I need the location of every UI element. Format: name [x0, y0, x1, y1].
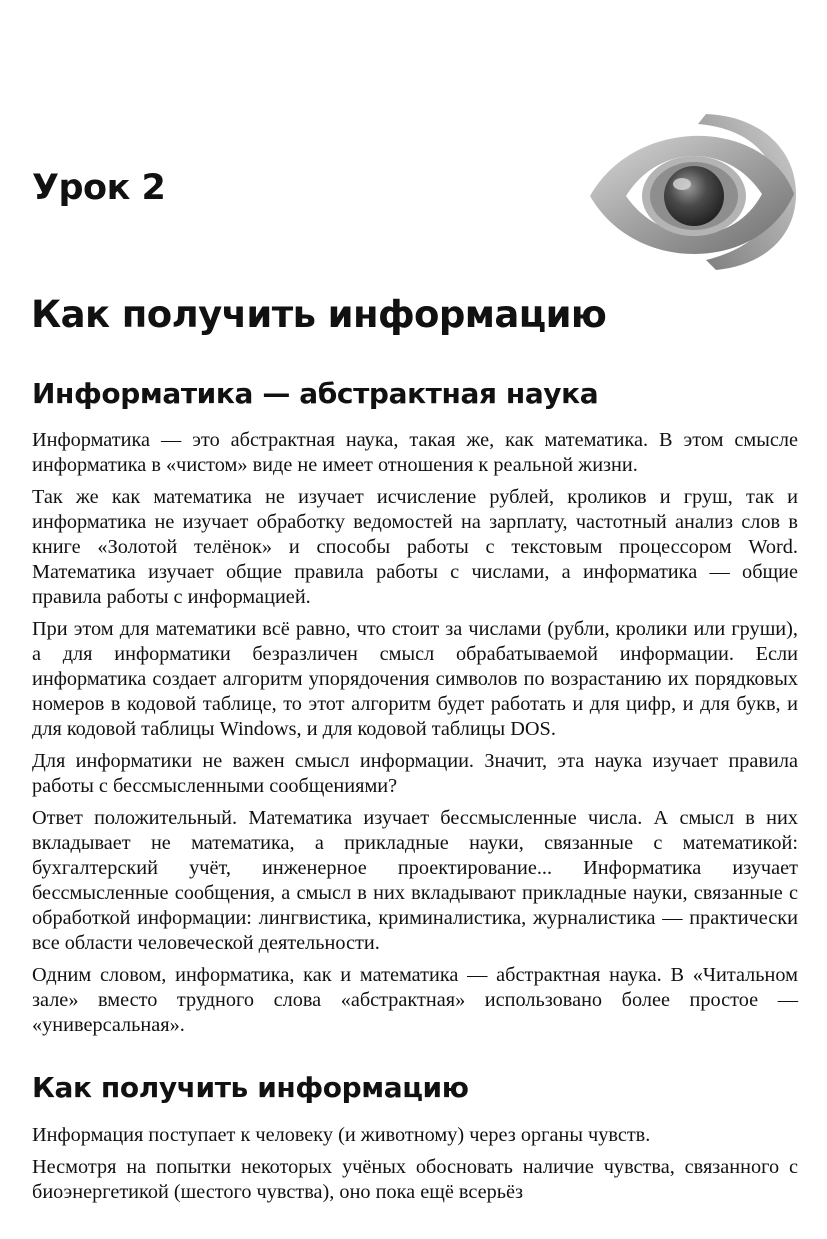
paragraph: Так же как математика не изучает исчисление рублей, кроликов и груш, так и информатика не изучает обработку ведомостей на зарплату, частотный анализ слов в книге «Золотой телёнок» и способы работы с текстовым процессором Word. Математика изучает общие правила работы с числами, а информатика — общие правила работы с информацией.	[32, 486, 798, 608]
section-body-abstract-science	[32, 428, 798, 1045]
section-heading-get-information: Как получить информацию	[32, 1071, 469, 1104]
section-body-get-information	[32, 1123, 798, 1212]
paragraph: При этом для математики всё равно, что стоит за числами (рубли, кролики или груши), а для информатики безразличен смысл обрабатываемой информации. Если информатика создает алгоритм упорядочения символов по возрастанию их порядковых номеров в кодовой таблице, то этот алгоритм будет работать и для цифр, и для букв, и для кодовой таблицы Windows, и для кодовой таблицы DOS.	[32, 618, 798, 740]
paragraph: Информатика — это абстрактная наука, такая же, как математика. В этом смысле информатика в «чистом» виде не имеет отношения к реальной жизни.	[32, 429, 798, 476]
paragraph: Несмотря на попытки некоторых учёных обосновать наличие чувства, связанного с биоэнергетикой (шестого чувства), оно пока ещё всерьёз	[32, 1156, 798, 1203]
paragraph: Ответ положительный. Математика изучает бессмысленные числа. А смысл в них вкладывает не математика, а прикладные науки, связанные с математикой: бухгалтерский учёт, инженерное проектирование... Информатика изучает бессмысленные сообщения, а смысл в них вкладывают прикладные науки, связанные с обработкой информации: лингвистика, криминалистика, журналистика — практически все области человеческой деятельности.	[32, 807, 798, 954]
paragraph: Информация поступает к человеку (и животному) через органы чувств.	[32, 1124, 651, 1146]
section-heading-abstract-science: Информатика — абстрактная наука	[32, 377, 599, 410]
eye-icon	[586, 110, 798, 272]
lesson-label: Урок 2	[32, 168, 166, 208]
paragraph: Одним словом, информатика, как и математика — абстрактная наука. В «Читальном зале» вместо трудного слова «абстрактная» использовано более простое — «универсальная».	[32, 964, 798, 1036]
paragraph: Для информатики не важен смысл информации. Значит, эта наука изучает правила работы с бессмысленными сообщениями?	[32, 750, 798, 797]
chapter-title: Как получить информацию	[31, 293, 607, 336]
